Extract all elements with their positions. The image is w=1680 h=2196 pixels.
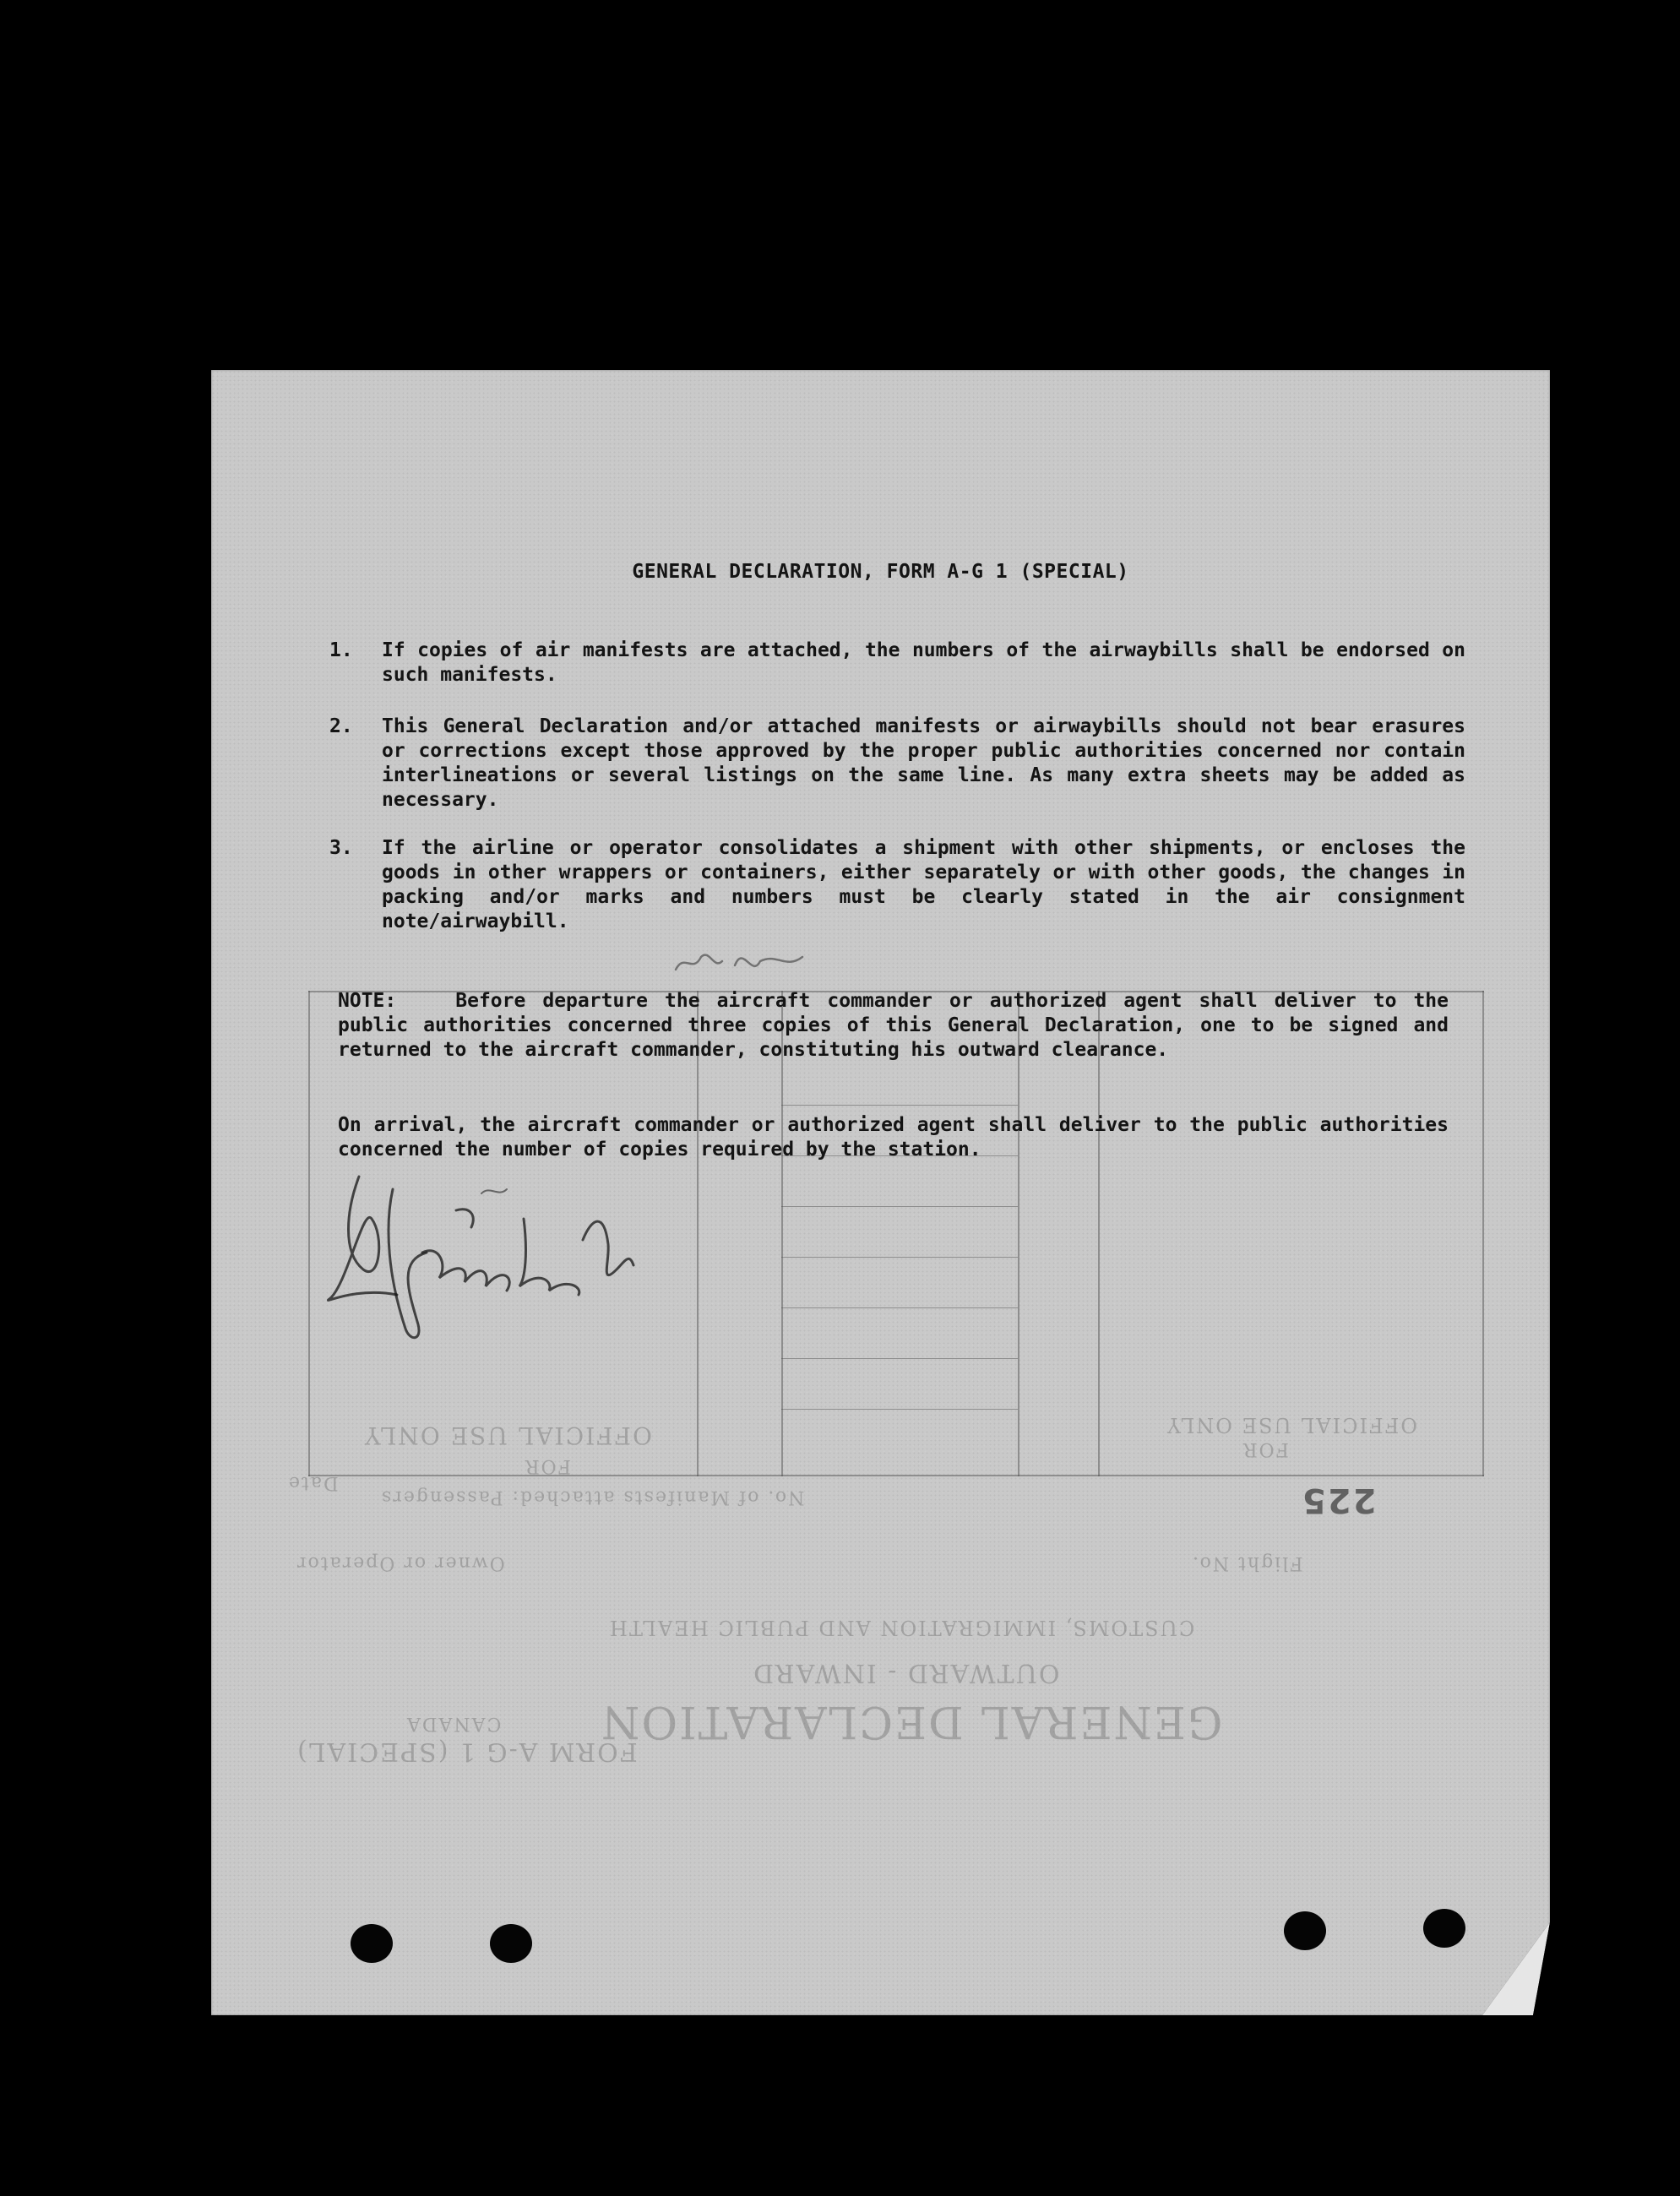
bleed-country: CANADA [405,1713,502,1734]
arrival-paragraph [338,1113,1449,1162]
punch-hole [490,1924,532,1963]
grid-line [781,1257,1018,1258]
grid-line [1018,991,1019,1476]
document-page [211,370,1550,2015]
grid-line [1098,991,1100,1476]
grid-line [781,1409,1018,1410]
bleed-form-label: FORM A-G 1 (SPECIAL) [296,1737,638,1766]
note-paragraph [338,989,1449,1063]
form-title: GENERAL DECLARATION, FORM A-G 1 (SPECIAL) [632,561,1129,583]
grid-line [308,991,310,1476]
item-number: 1. [329,639,353,661]
handwritten-signature [313,1160,701,1362]
bleed-customs-line: CUSTOMS, IMMIGRATION AND PUBLIC HEALTH [608,1616,1195,1639]
punch-hole [1284,1911,1326,1950]
bleed-heading: GENERAL DECLARATION [600,1696,1223,1747]
item-text: This General Declaration and/or attached manifests or airwaybills should not bear erasures or corrections except those approved by the proper public authorities concerned nor contain interlineations or several listings on the same line. As many extra sheets may be added as necessary. [382,715,1465,811]
item-number: 3. [329,837,353,859]
item-text: If the airline or operator consolidates a shipment with other shipments, or encloses the goods in other wrappers or containers, either separately or with other goods, the changes in packing and/or marks and numbers must be clearly stated in the air consignment note/airwaybill. [382,837,1465,932]
item-number: 2. [329,715,353,737]
item-text: If copies of air manifests are attached, the numbers of the airwaybills shall be endorsed on such manifests. [382,639,1465,686]
bleed-official-left: OFFICIAL USE ONLY [363,1421,652,1449]
bleed-subheading: OUTWARD - INWARD [752,1658,1060,1688]
grid-line [1482,991,1484,1476]
grid-line [781,991,783,1476]
bleed-for-right: FOR [1242,1438,1289,1459]
stamp-number: 225 [1301,1481,1377,1519]
grid-line [308,1475,1484,1476]
bleed-for-left: FOR [524,1455,571,1476]
note-label: NOTE: [338,990,397,1012]
arrival-text: On arrival, the aircraft commander or authorized agent shall deliver to the public authorities concerned the number of copies required by the station. [338,1114,1449,1161]
bleed-official-right: OFFICIAL USE ONLY [1166,1413,1417,1437]
grid-line [781,1307,1018,1308]
folded-corner [1482,1922,1550,2015]
punch-hole [1423,1909,1465,1948]
punch-hole [351,1924,393,1963]
instruction-item-2 [329,715,1465,813]
note-text: Before departure the aircraft commander or authorized agent shall deliver to the public authorities concerned three copies of this General Declaration, one to be signed and returned to the aircraft commander, constituting his outward clearance. [338,990,1449,1061]
bleed-date-label: Date [287,1472,339,1493]
bleed-flight-label: Flight No. [1191,1552,1303,1574]
instruction-item-1 [329,639,1465,688]
grid-line [781,1105,1018,1106]
grid-line [781,1358,1018,1359]
instruction-item-3 [329,836,1465,934]
grid-line [781,1206,1018,1207]
bleed-owner-label: Owner or Operator [296,1552,505,1574]
handwritten-initials [667,936,836,987]
bleed-manifests-label: No. of Manifests attached: Passengers [380,1487,805,1508]
